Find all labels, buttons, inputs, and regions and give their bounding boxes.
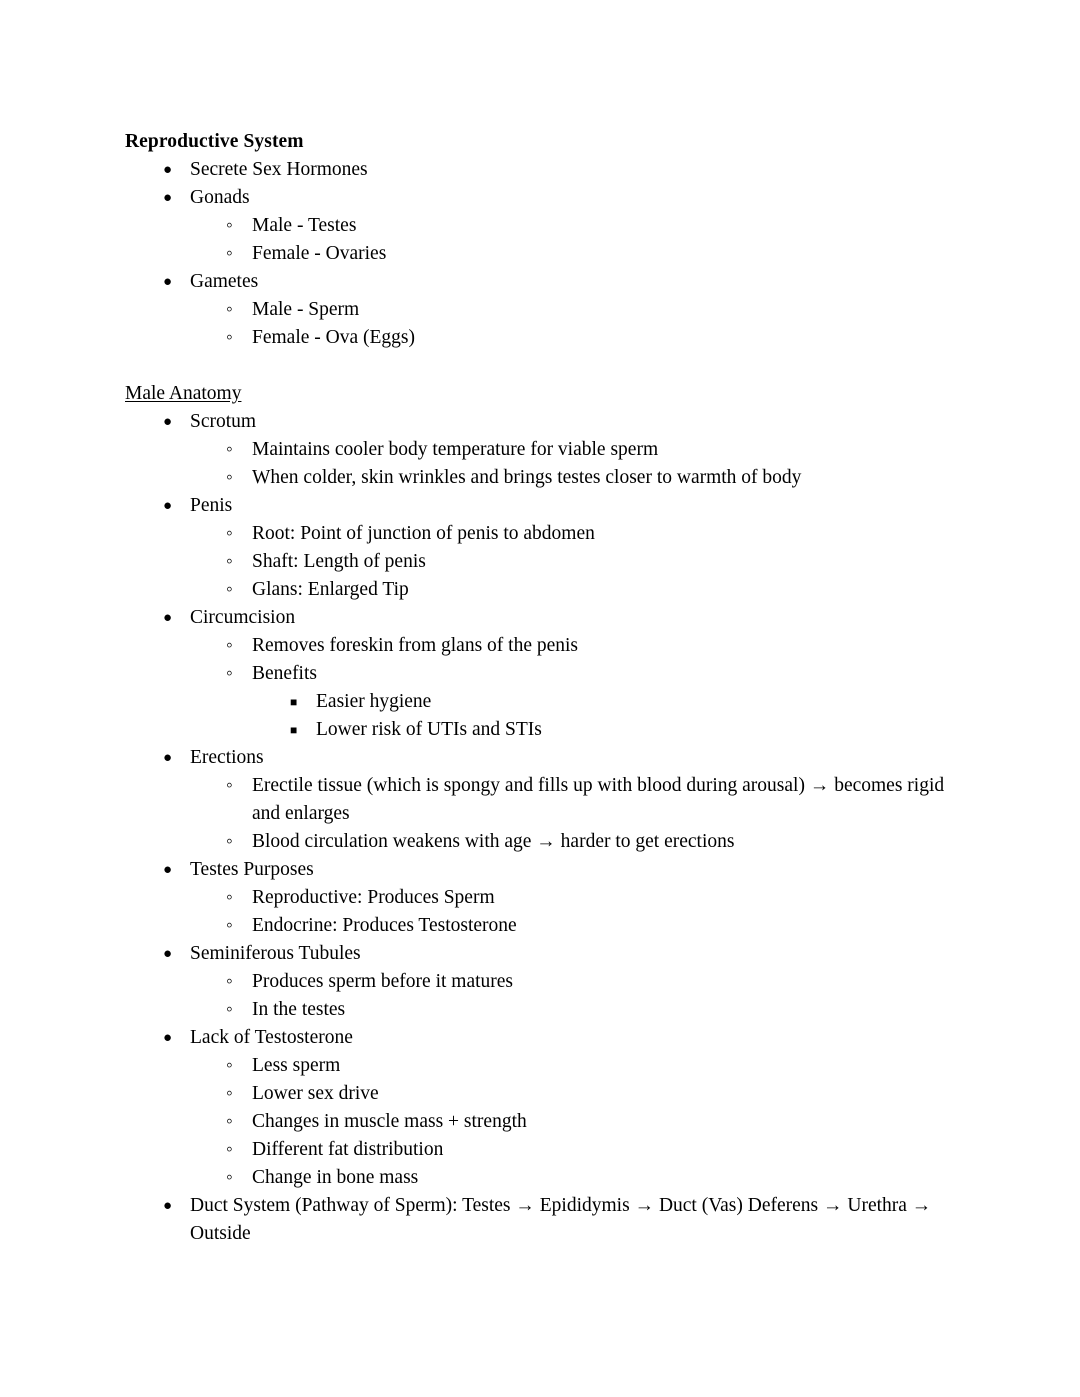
list-item-text: Removes foreskin from glans of the penis [252,635,579,656]
list-item [125,1192,960,1248]
list-item-text: Duct System (Pathway of Sperm): Testes → Epididymis → Duct (Vas) Deferens → Urethra → Outside [190,1195,932,1244]
bullet-hollow-icon [226,436,240,465]
list-item [190,296,960,324]
bullet-hollow-icon [226,1108,240,1137]
list-item [190,968,960,996]
list-item-text: Lack of Testosterone [190,1027,353,1048]
list-item [125,184,960,268]
list-item [252,716,960,744]
bullet-round-icon [163,1024,177,1052]
outline-list-level-2 [190,632,960,744]
list-item [190,240,960,268]
bullet-hollow-icon [226,548,240,577]
list-item [190,772,960,828]
list-item [190,996,960,1024]
bullet-round-icon [163,744,177,772]
list-item [190,884,960,912]
section-heading: Male Anatomy [125,383,242,404]
document-body [125,128,960,1248]
list-item [190,1136,960,1164]
list-item-text: When colder, skin wrinkles and brings testes closer to warmth of body [252,467,802,488]
list-item-text: Shaft: Length of penis [252,551,426,572]
bullet-hollow-icon [226,296,240,325]
list-item-text: Less sperm [252,1055,341,1076]
list-item [125,408,960,492]
list-item-text: Secrete Sex Hormones [190,159,368,180]
list-item-text: Scrotum [190,411,257,432]
list-item-text: Blood circulation weakens with age → harder to get erections [252,831,735,852]
list-item-text: Testes Purposes [190,859,314,880]
list-item [125,268,960,352]
outline-list-level-2 [190,436,960,492]
list-item-text: Easier hygiene [316,691,432,712]
outline-list-level-3 [252,688,960,744]
outline-list-level-2 [190,296,960,352]
list-item [190,324,960,352]
list-item [190,576,960,604]
list-item [190,632,960,660]
list-item [190,660,960,744]
bullet-hollow-icon [226,828,240,857]
list-item [125,492,960,604]
outline-list-level-2 [190,884,960,940]
list-item-text: Root: Point of junction of penis to abdomen [252,523,595,544]
bullet-round-icon [163,492,177,520]
outline-list-level-1 [125,408,960,1248]
bullet-square-icon [290,688,304,716]
bullet-hollow-icon [226,576,240,605]
list-item [190,1080,960,1108]
section-spacer [125,352,960,380]
list-item-text: Changes in muscle mass + strength [252,1111,527,1132]
bullet-hollow-icon [226,520,240,549]
list-item-text: Produces sperm before it matures [252,971,514,992]
list-item [190,912,960,940]
bullet-hollow-icon [226,968,240,997]
list-item [190,548,960,576]
bullet-hollow-icon [226,996,240,1025]
list-item-text: Reproductive: Produces Sperm [252,887,495,908]
bullet-hollow-icon [226,1080,240,1109]
list-item [125,1024,960,1192]
bullet-round-icon [163,1192,177,1220]
outline-list-level-2 [190,968,960,1024]
list-item-text: Erections [190,747,264,768]
list-item-text: Maintains cooler body temperature for viable sperm [252,439,659,460]
bullet-square-icon [290,716,304,744]
list-item [190,436,960,464]
outline-list-level-2 [190,520,960,604]
bullet-round-icon [163,604,177,632]
list-item-text: Change in bone mass [252,1167,419,1188]
bullet-hollow-icon [226,212,240,241]
list-item [190,1164,960,1192]
list-item-text: Erectile tissue (which is spongy and fills up with blood during arousal) → becomes rigid and enlarges [252,775,945,824]
list-item [125,940,960,1024]
bullet-hollow-icon [226,660,240,689]
outline-list-level-2 [190,772,960,856]
bullet-hollow-icon [226,464,240,493]
list-item-text: Male - Testes [252,215,357,236]
bullet-round-icon [163,268,177,296]
bullet-hollow-icon [226,1136,240,1165]
bullet-hollow-icon [226,240,240,269]
list-item [125,604,960,744]
list-item-text: Circumcision [190,607,296,628]
bullet-round-icon [163,408,177,436]
bullet-round-icon [163,856,177,884]
bullet-round-icon [163,184,177,212]
page-title: Reproductive System [125,131,304,152]
bullet-hollow-icon [226,1164,240,1193]
bullet-hollow-icon [226,1052,240,1081]
list-item [190,1108,960,1136]
list-item-text: Benefits [252,663,317,684]
list-item-text: Male - Sperm [252,299,360,320]
list-item-text: Female - Ova (Eggs) [252,327,415,348]
list-item-text: Glans: Enlarged Tip [252,579,409,600]
outline-list-level-1 [125,156,960,352]
list-item-text: Different fat distribution [252,1139,444,1160]
list-item-text: Gametes [190,271,259,292]
bullet-hollow-icon [226,912,240,941]
bullet-hollow-icon [226,632,240,661]
bullet-hollow-icon [226,772,240,801]
bullet-round-icon [163,940,177,968]
list-item-text: Endocrine: Produces Testosterone [252,915,517,936]
list-item [190,212,960,240]
list-item [190,828,960,856]
list-item-text: Female - Ovaries [252,243,387,264]
list-item [252,688,960,716]
bullet-hollow-icon [226,324,240,353]
outline-list-level-2 [190,212,960,268]
list-item-text: Seminiferous Tubules [190,943,361,964]
bullet-round-icon [163,156,177,184]
list-item [190,464,960,492]
list-item [190,520,960,548]
list-item-text: In the testes [252,999,346,1020]
list-item [125,744,960,856]
bullet-hollow-icon [226,884,240,913]
list-item-text: Lower risk of UTIs and STIs [316,719,542,740]
list-item [125,856,960,940]
list-item [190,1052,960,1080]
list-item-text: Gonads [190,187,250,208]
list-item-text: Lower sex drive [252,1083,379,1104]
list-item-text: Penis [190,495,233,516]
list-item [125,156,960,184]
outline-list-level-2 [190,1052,960,1192]
